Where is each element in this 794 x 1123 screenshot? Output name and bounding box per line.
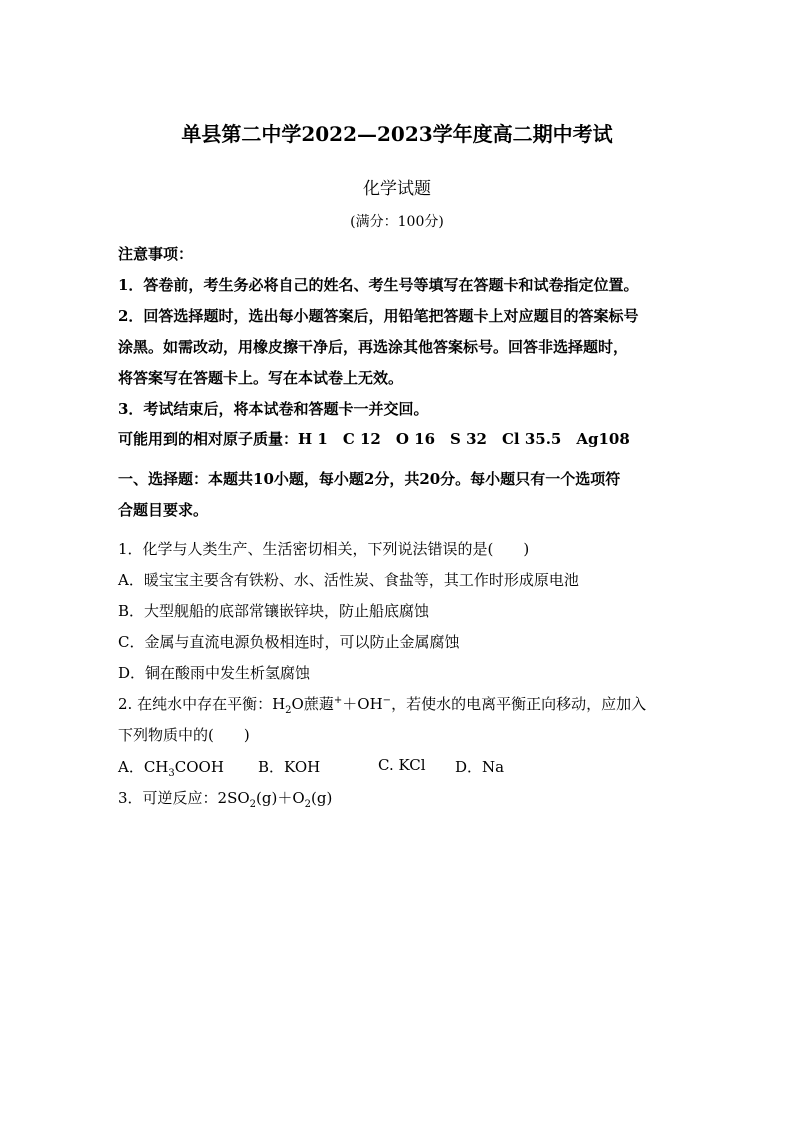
notice-item-2-line-1: 2．回答选择题时，选出每小题答案后，用铅笔把答题卡上对应题目的答案标号 (118, 307, 639, 325)
notice-item-3: 3．考试结束后，将本试卷和答题卡一并交回。 (118, 400, 429, 418)
notice-item-2-line-2: 涂黑。如需改动，用橡皮擦干净后，再选涂其他答案标号。回答非选择题时， (118, 338, 629, 356)
question-1-stem: 1．化学与人类生产、生活密切相关，下列说法错误的是( ) (118, 540, 530, 558)
section-heading-line-2: 合题目要求。 (118, 501, 209, 519)
question-2-stem-line-1: 2. 在纯水中存在平衡：$H_2O$蔗蕸+＋OH−，若使水的电离平衡正向移动，应加入 (118, 695, 647, 716)
question-2-option-b: B．KOH (258, 758, 321, 776)
question-2-option-c: C. KCl (378, 756, 426, 774)
question-2-stem-line-2: 下列物质中的( ) (118, 726, 250, 744)
full-score: (满分：100分) (350, 214, 444, 230)
question-1-option-b: B．大型舰船的底部常镶嵌锌块，防止船底腐蚀 (118, 602, 430, 620)
notice-item-2-line-3: 将答案写在答题卡上。写在本试卷上无效。 (118, 369, 404, 387)
question-1-option-c: C．金属与直流电源负极相连时，可以防止金属腐蚀 (118, 633, 460, 651)
question-1-option-a: A．暖宝宝主要含有铁粉、水、活性炭、食盐等，其工作时形成原电池 (118, 571, 579, 589)
question-3-stem: 3．可逆反应：$2SO_2(g)+O_2(g)$ (118, 789, 333, 810)
exam-title: 单县第二中学2022—2023学年度高二期中考试 (181, 122, 613, 146)
section-heading-line-1: 一、选择题：本题共10小题，每小题2分，共20分。每小题只有一个选项符 (118, 470, 621, 488)
atomic-masses: 可能用到的相对原子质量：H 1 C 12 O 16 S 32 Cl 35.5 Ag108 (118, 430, 630, 448)
notice-item-1: 1．答卷前，考生务必将自己的姓名、考生号等填写在答题卡和试卷指定位置。 (118, 276, 639, 294)
question-2-option-a: A．$CH_3COOH$ (118, 758, 224, 779)
notice-heading: 注意事项： (118, 245, 194, 263)
question-2-option-d: D．Na (455, 758, 505, 776)
subject-title: 化学试题 (363, 179, 431, 199)
question-1-option-d: D．铜在酸雨中发生析氢腐蚀 (118, 664, 311, 682)
